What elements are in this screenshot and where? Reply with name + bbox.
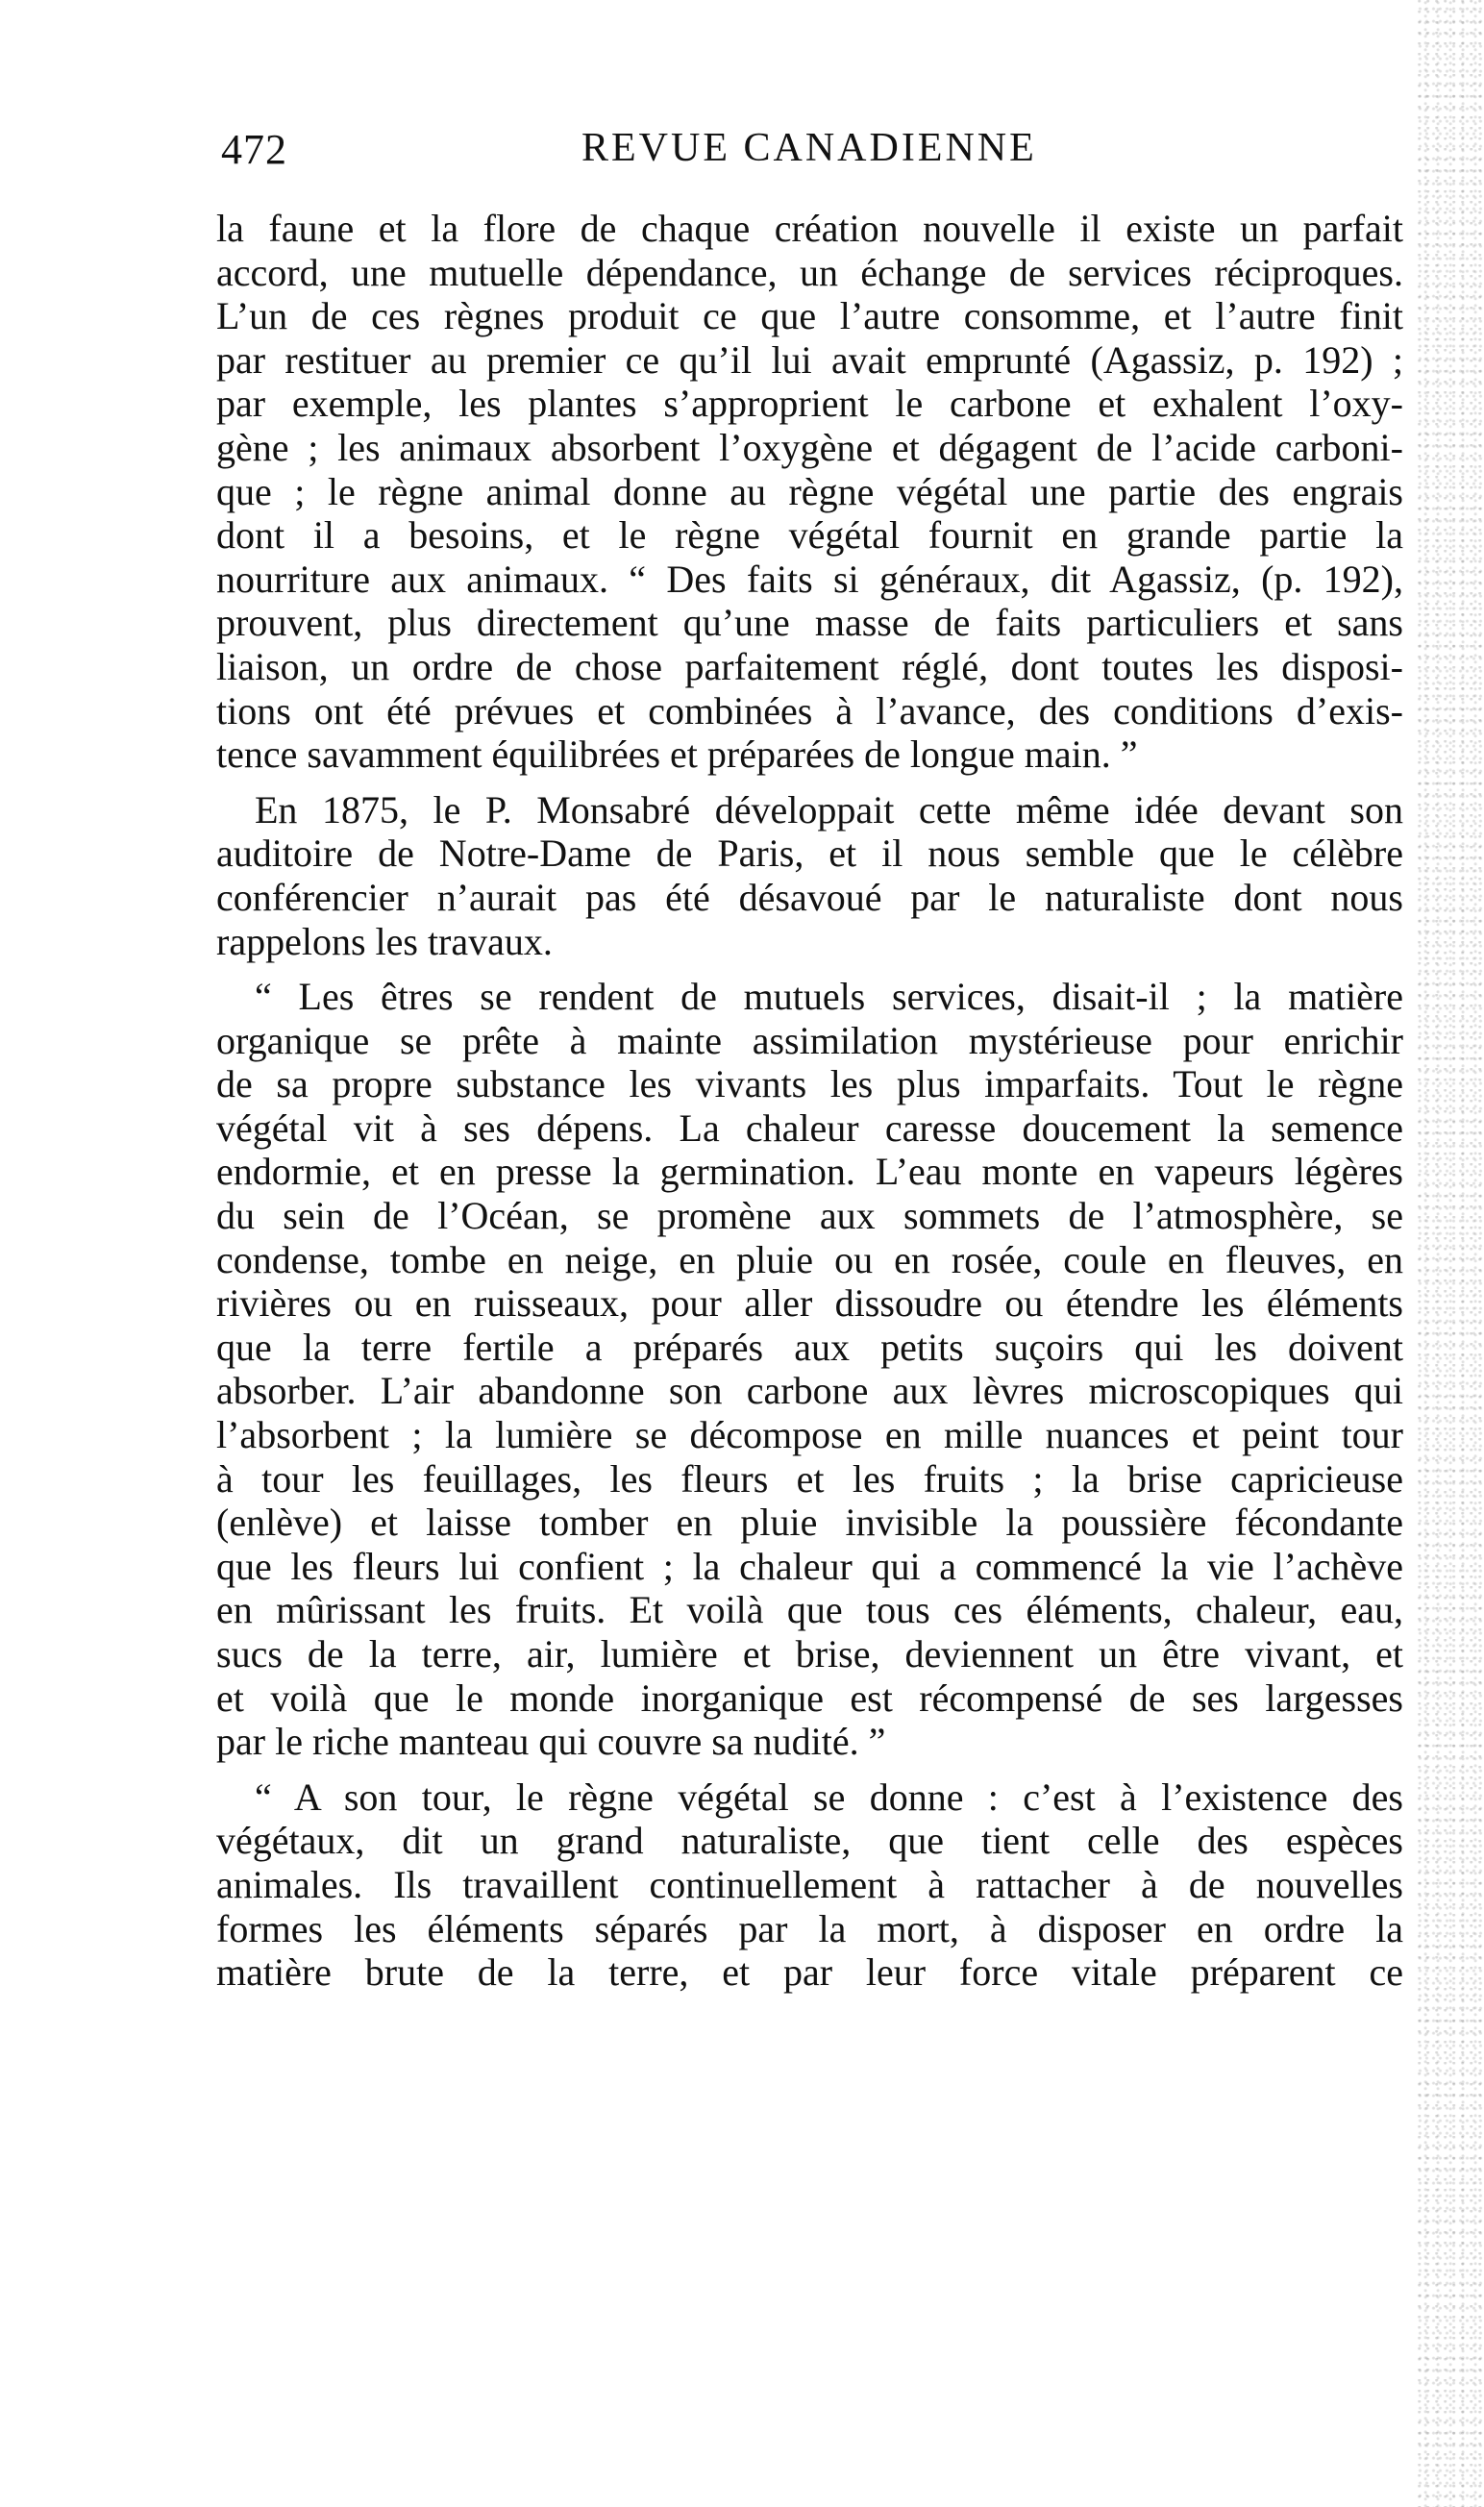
- text-line: “ A son tour, le règne végétal se donne : c’est à l’existence des: [255, 1775, 1403, 1819]
- running-head: REVUE CANADIENNE: [581, 126, 1037, 170]
- text-line: matière brute de la terre, et par leur force vitale préparent ce: [216, 1950, 1403, 1995]
- text-line: que les fleurs lui confient ; la chaleur qui a commencé la vie l’achève: [216, 1544, 1403, 1588]
- text-line: par le riche manteau qui couvre sa nudité. ”: [216, 1720, 886, 1764]
- text-line: En 1875, le P. Monsabré développait cette même idée devant son: [255, 787, 1403, 832]
- page-header: [221, 125, 1403, 202]
- text-line: organique se prête à mainte assimilation mystérieuse pour enrichir: [216, 1018, 1403, 1062]
- text-line: du sein de l’Océan, se promène aux sommets de l’atmosphère, se: [216, 1194, 1403, 1238]
- text-line: que ; le règne animal donne au règne végétal une partie des engrais: [216, 469, 1403, 513]
- text-line: absorber. L’air abandonne son carbone aux lèvres microscopiques qui: [216, 1369, 1403, 1413]
- text-line: par exemple, les plantes s’approprient le carbone et exhalent l’oxy-: [216, 382, 1403, 426]
- page-number: 472: [221, 126, 287, 173]
- text-line: animales. Ils travaillent continuellement à rattacher à de nouvelles: [216, 1862, 1403, 1906]
- paragraph: [216, 975, 1403, 1764]
- text-line: tions ont été prévues et combinées à l’avance, des conditions d’exis-: [216, 688, 1403, 732]
- text-line: de sa propre substance les vivants les plus imparfaits. Tout le règne: [216, 1062, 1403, 1106]
- text-line: condense, tombe en neige, en pluie ou en rosée, coule en fleuves, en: [216, 1237, 1403, 1281]
- text-line: sucs de la terre, air, lumière et brise, deviennent un être vivant, et: [216, 1632, 1403, 1675]
- text-line: et voilà que le monde inorganique est récompensé de ses largesses: [216, 1675, 1403, 1720]
- paragraph: [216, 1775, 1403, 1995]
- page-body: [216, 207, 1403, 1995]
- paragraph: [216, 788, 1403, 963]
- paragraph-gap: [216, 777, 1403, 788]
- paragraph-gap: [216, 1764, 1403, 1775]
- text-line: en mûrissant les fruits. Et voilà que tous ces éléments, chaleur, eau,: [216, 1588, 1403, 1632]
- text-line: l’absorbent ; la lumière se décompose en mille nuances et peint tour: [216, 1413, 1403, 1457]
- text-line: dont il a besoins, et le règne végétal fournit en grande partie la: [216, 513, 1403, 558]
- text-line: formes les éléments séparés par la mort, à disposer en ordre la: [216, 1906, 1403, 1950]
- text-line: rivières ou en ruisseaux, pour aller dissoudre ou étendre les éléments: [216, 1281, 1403, 1326]
- text-line: (enlève) et laisse tomber en pluie invisible la poussière fécondante: [216, 1501, 1403, 1545]
- text-line: que la terre fertile a préparés aux petits suçoirs qui les doivent: [216, 1325, 1403, 1369]
- text-line: conférencier n’aurait pas été désavoué par le naturaliste dont nous: [216, 875, 1403, 919]
- text-line: prouvent, plus directement qu’une masse de faits particuliers et sans: [216, 601, 1403, 645]
- text-line: par restituer au premier ce qu’il lui avait emprunté (Agassiz, p. 192) ;: [216, 337, 1403, 382]
- text-line: nourriture aux animaux. “ Des faits si généraux, dit Agassiz, (p. 192),: [216, 557, 1403, 601]
- text-line: la faune et la flore de chaque création nouvelle il existe un parfait: [216, 207, 1403, 250]
- text-line: liaison, un ordre de chose parfaitement réglé, dont toutes les disposi-: [216, 644, 1403, 688]
- paragraph: [216, 207, 1403, 777]
- paragraph-gap: [216, 963, 1403, 975]
- text-line: endormie, et en presse la germination. L’eau monte en vapeurs légères: [216, 1150, 1403, 1194]
- text-line: végétaux, dit un grand naturaliste, que tient celle des espèces: [216, 1819, 1403, 1863]
- text-line: “ Les êtres se rendent de mutuels services, disait-il ; la matière: [255, 975, 1403, 1019]
- text-line: à tour les feuillages, les fleurs et les fruits ; la brise capricieuse: [216, 1456, 1403, 1501]
- scan-edge-noise: [1417, 0, 1484, 2507]
- text-line: rappelons les travaux.: [216, 919, 553, 963]
- text-line: gène ; les animaux absorbent l’oxygène et dégagent de l’acide carboni-: [216, 425, 1403, 469]
- text-line: accord, une mutuelle dépendance, un échange de services réciproques.: [216, 250, 1403, 294]
- text-line: L’un de ces règnes produit ce que l’autre consomme, et l’autre finit: [216, 294, 1403, 338]
- text-line: auditoire de Notre-Dame de Paris, et il nous semble que le célèbre: [216, 832, 1403, 876]
- text-line: tence savamment équilibrées et préparées de longue main. ”: [216, 732, 1138, 777]
- text-line: végétal vit à ses dépens. La chaleur caresse doucement la semence: [216, 1105, 1403, 1150]
